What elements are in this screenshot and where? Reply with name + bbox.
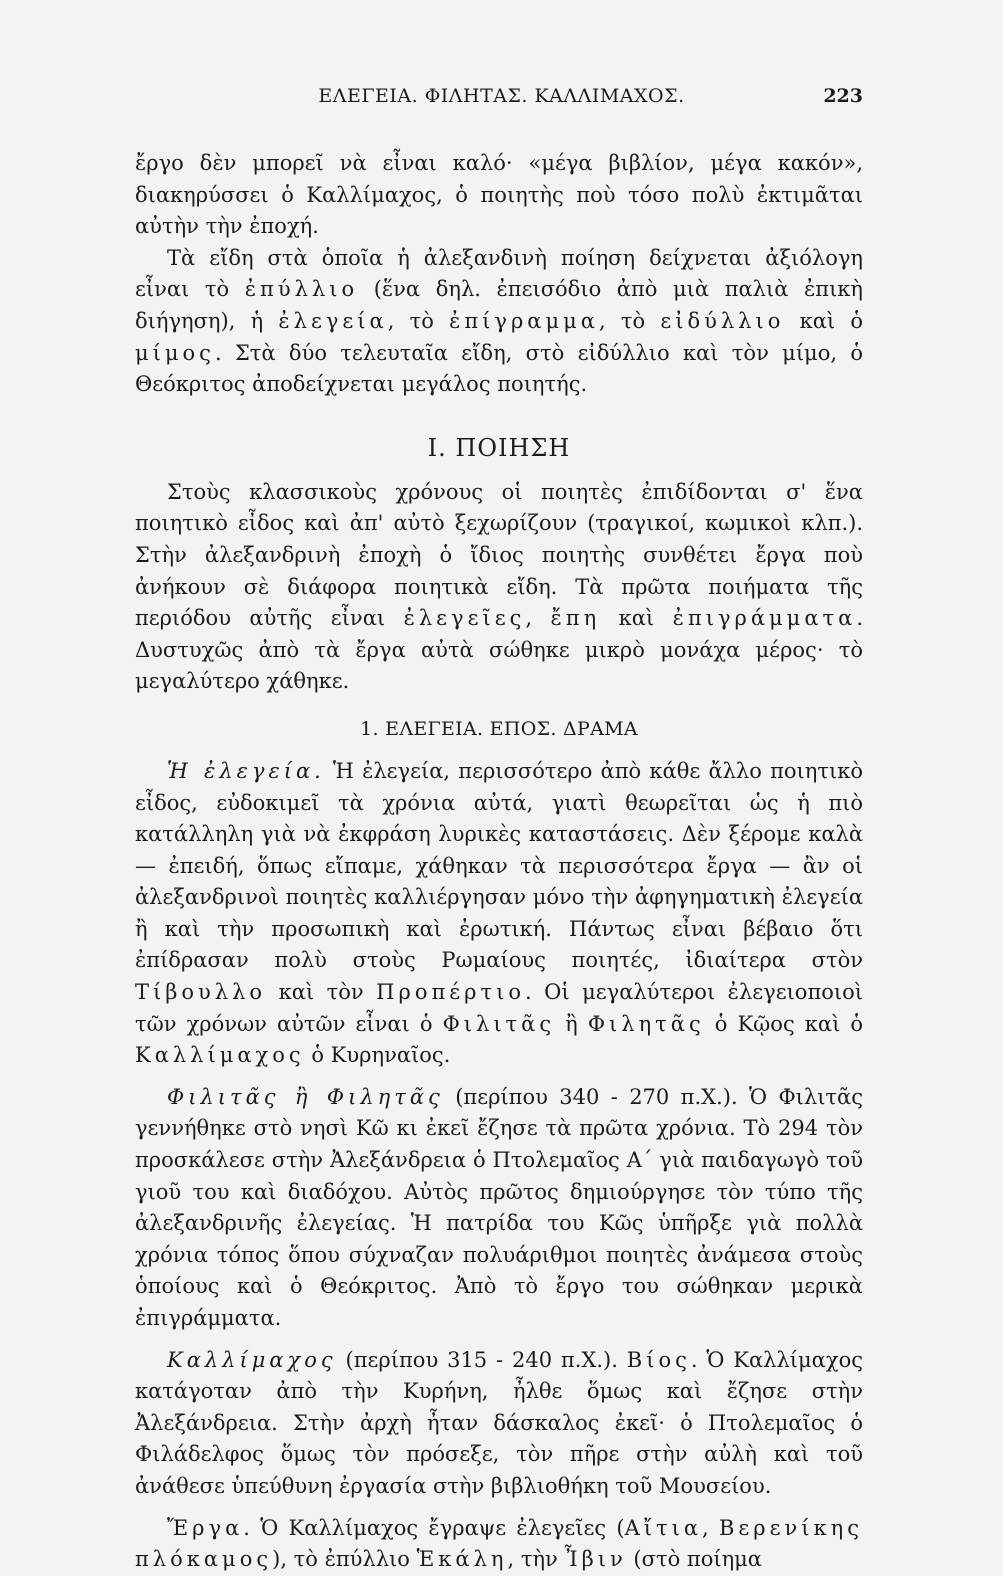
text-run: . Ὁ Καλλίμαχος κατάγοταν ἀπὸ τὴν Κυρήνη, ἦλθε ὅμως καὶ ἔζησε στὴν Ἀλεξάνδρεια. Στὴν ἀρχὴ ἦταν δάσκαλος ἐκεῖ· ὁ Πτολεμαῖος ὁ Φιλάδελφος ὅμως τὸν πρόσεξε, τὸν πῆρε στὴν αὐλὴ καὶ τοῦ ἀνάθεσε ὑπεύθυνη ἐργασία στὴν βιβλιοθήκη τοῦ Μουσείου. <box>135 1347 863 1498</box>
text-run: ἢ <box>555 1011 588 1036</box>
term-epigramma: ἐπίγραμμα <box>449 308 599 333</box>
intro-paragraph-2 <box>135 243 863 401</box>
text-run: (ἕνα δηλ. ἐπεισόδιο ἀπὸ μιὰ παλιὰ ἐπικὴ διήγηση), ἡ <box>135 277 864 333</box>
text-run: . Οἱ μεγαλύτεροι ἐλεγειοποιοὶ τῶν χρόνων αὐτῶν εἶναι ὁ <box>135 980 864 1036</box>
lead-kallimachos: Καλλίμαχος <box>167 1347 337 1372</box>
page-number: 223 <box>823 85 863 107</box>
term-eidyllio: εἰδύλλιο <box>660 308 785 333</box>
filitas-paragraph <box>135 1082 863 1335</box>
text-run: Στοὺς κλασσικοὺς χρόνους οἱ ποιητὲς ἐπιδίδονται σ' ἕνα ποιητικὸ εἶδος καὶ ἀπ' αὐτὸ ξεχωρίζουν (τραγικοί, κωμικοὶ κλπ.). Στὴν ἀλεξανδρινὴ ἐποχὴ ὁ ἴδιος ποιητὴς συνθέτει ἔργα ποὺ ἀνήκουν σὲ διάφορα ποιητικὰ εἴδη. Τὰ πρῶτα ποιήματα τῆς περιόδου αὐτῆς εἶναι <box>135 479 863 631</box>
text-run: ὁ Κυρηναῖος. <box>304 1043 451 1068</box>
text-run: (στὸ ποίημα <box>626 1547 762 1572</box>
text-run: Τὰ εἴδη στὰ ὁποῖα ἡ ἀλεξανδινὴ ποίηση δείχνεται ἀξιόλογη εἶναι τὸ <box>135 245 863 302</box>
paragraph-gap <box>135 1335 863 1345</box>
title-ivin: Ἶβιν <box>564 1547 627 1572</box>
text-run: . Ὁ Καλλίμαχος ἔγραψε ἐλεγεῖες ( <box>243 1515 625 1540</box>
term-mimos: μίμος <box>135 340 215 365</box>
intro-paragraph-1: ἔργο δὲν μπορεῖ νὰ εἶναι καλό· «μέγα βιβλίον, μέγα κακόν», διακηρύσσει ὁ Καλλίμαχος, ὁ ποιητὴς ποὺ τόσο πολὺ ἐκτιμᾶται αὐτὴν τὴν ἐποχή. <box>135 151 863 239</box>
text-run: καὶ ὁ <box>784 308 863 333</box>
text-run: , τὸ <box>598 308 661 333</box>
text-run: , <box>702 1515 719 1540</box>
text-run: ), τὸ ἐπύλλιο <box>272 1547 417 1572</box>
text-run: (περίπου 315 - 240 π.Χ.). <box>336 1347 627 1372</box>
text-run: (περίπου 340 - 270 π.Χ.). Ὁ Φιλιτᾶς γεννήθηκε στὸ νησὶ Κῶ κι ἐκεῖ ἔζησε τὰ πρῶτα χρόνια. Τὸ 294 τὸν προσκάλεσε στὴν Ἀλεξάνδρεια ὁ Πτολεμαῖος Α΄ γιὰ παιδαγωγὸ τοῦ γιοῦ του καὶ διαδόχου. Αὐτὸς πρῶτος δημιούργησε τὸν τύπο τῆς ἀλεξανδρινῆς ἐλεγείας. Ἡ πατρίδα του Κῶς ὑπῆρξε γιὰ πολλὰ χρόνια τόπος ὅπου σύχναζαν πολυάριθμοι ποιητὲς ἀνάμεσα στοὺς ὁποίους καὶ ὁ Θεόκριτος. Ἀπὸ τὸ ἔργο του σώθηκαν μερικὰ ἐπιγράμματα. <box>135 1084 863 1330</box>
text-run: . Δυστυχῶς ἀπὸ τὰ ἔργα αὐτὰ σώθηκε μικρὸ μονάχα μέρος· τὸ μεγαλύτερο χάθηκε. <box>135 606 863 694</box>
term-epyllio: ἐπύλλιο <box>244 277 359 302</box>
term-epi: ἔπη <box>550 606 601 631</box>
text-run: ὁ Κῷος καὶ ὁ <box>704 1011 864 1036</box>
text-run: Ἡ ἐλεγεία, περισσότερο ἀπὸ κάθε ἄλλο ποιητικὸ εἶδος, εὐδοκιμεῖ τὰ χρόνια αὐτά, γιατὶ θεωρεῖται ὡς ἡ πιὸ κατάλληλη γιὰ νὰ ἐκφράση λυρικὲς καταστάσεις. Δὲν ξέρομε καλὰ — ἐπειδή, ὅπως εἴπαμε, χάθηκαν τὰ περισσότερα ἔργα — ἂν οἱ ἀλεξανδρινοὶ ποιητὲς καλλιέργησαν μόνο τὴν ἀφηγηματικὴ ἐλεγεία ἢ καὶ τὴν προσωπικὴ καὶ ἐρωτική. Πάντως εἶναι βέβαιο ὅτι ἐπίδρασαν πολὺ στοὺς Ρωμαίους ποιητές, ἰδιαίτερα στὸν <box>135 758 863 973</box>
title-berenikis: Βερενίκης πλόκαμος <box>135 1515 863 1572</box>
text-run: , τὸ <box>387 308 450 333</box>
name-tibullo: Τίβουλλο <box>135 980 267 1005</box>
erga-paragraph <box>135 1513 863 1576</box>
poiisi-paragraph <box>135 477 863 698</box>
name-filitas-alt: Φιλητᾶς <box>587 1011 705 1036</box>
lead-filitas: Φιλιτᾶς ἢ Φιλητᾶς <box>167 1084 444 1109</box>
term-bios: Βίος <box>626 1347 691 1372</box>
page-body <box>135 148 863 1576</box>
title-aitia: Αἴτια <box>624 1515 703 1540</box>
text-run: , τὴν <box>507 1547 565 1572</box>
subsection-heading-elegeia: 1. ΕΛΕΓΕΙΑ. ΕΠΟΣ. ΔΡΑΜΑ <box>360 717 638 740</box>
name-kallimachos: Καλλίμαχος <box>135 1043 305 1068</box>
text-run: . Στὰ δύο τελευταῖα εἴδη, στὸ εἰδύλλιο καὶ τὸν μίμο, ὁ Θεόκριτος ἀποδείχνεται μεγάλος ποιητής. <box>135 340 863 397</box>
name-filitas: Φιλιτᾶς <box>442 1011 556 1036</box>
term-epigrammata: ἐπιγράμματα <box>672 606 857 631</box>
elegeia-paragraph <box>135 756 863 1072</box>
title-ekali: Ἑκάλη <box>416 1547 508 1572</box>
running-header <box>0 85 1003 115</box>
paragraph-gap <box>135 1503 863 1513</box>
text-run: καὶ <box>600 606 673 631</box>
section-heading-poiisi: Ι. ΠΟΙΗΣΗ <box>427 433 571 462</box>
term-elegeies: ἐλεγεῖες <box>403 606 526 631</box>
text-run: καὶ τὸν <box>266 980 377 1005</box>
paragraph-gap <box>135 1072 863 1082</box>
term-erga: Ἔργα <box>167 1515 244 1540</box>
text-run: , <box>525 606 551 631</box>
term-elegeia: ἐλεγεία <box>278 308 388 333</box>
running-title: ΕΛΕΓΕΙΑ. ΦΙΛΗΤΑΣ. ΚΑΛΛΙΜΑΧΟΣ. <box>318 85 685 107</box>
kallimachos-paragraph <box>135 1345 863 1503</box>
name-propertio: Προπέρτιο <box>376 980 525 1005</box>
lead-elegeia: Ἡ ἐλεγεία. <box>167 758 325 783</box>
